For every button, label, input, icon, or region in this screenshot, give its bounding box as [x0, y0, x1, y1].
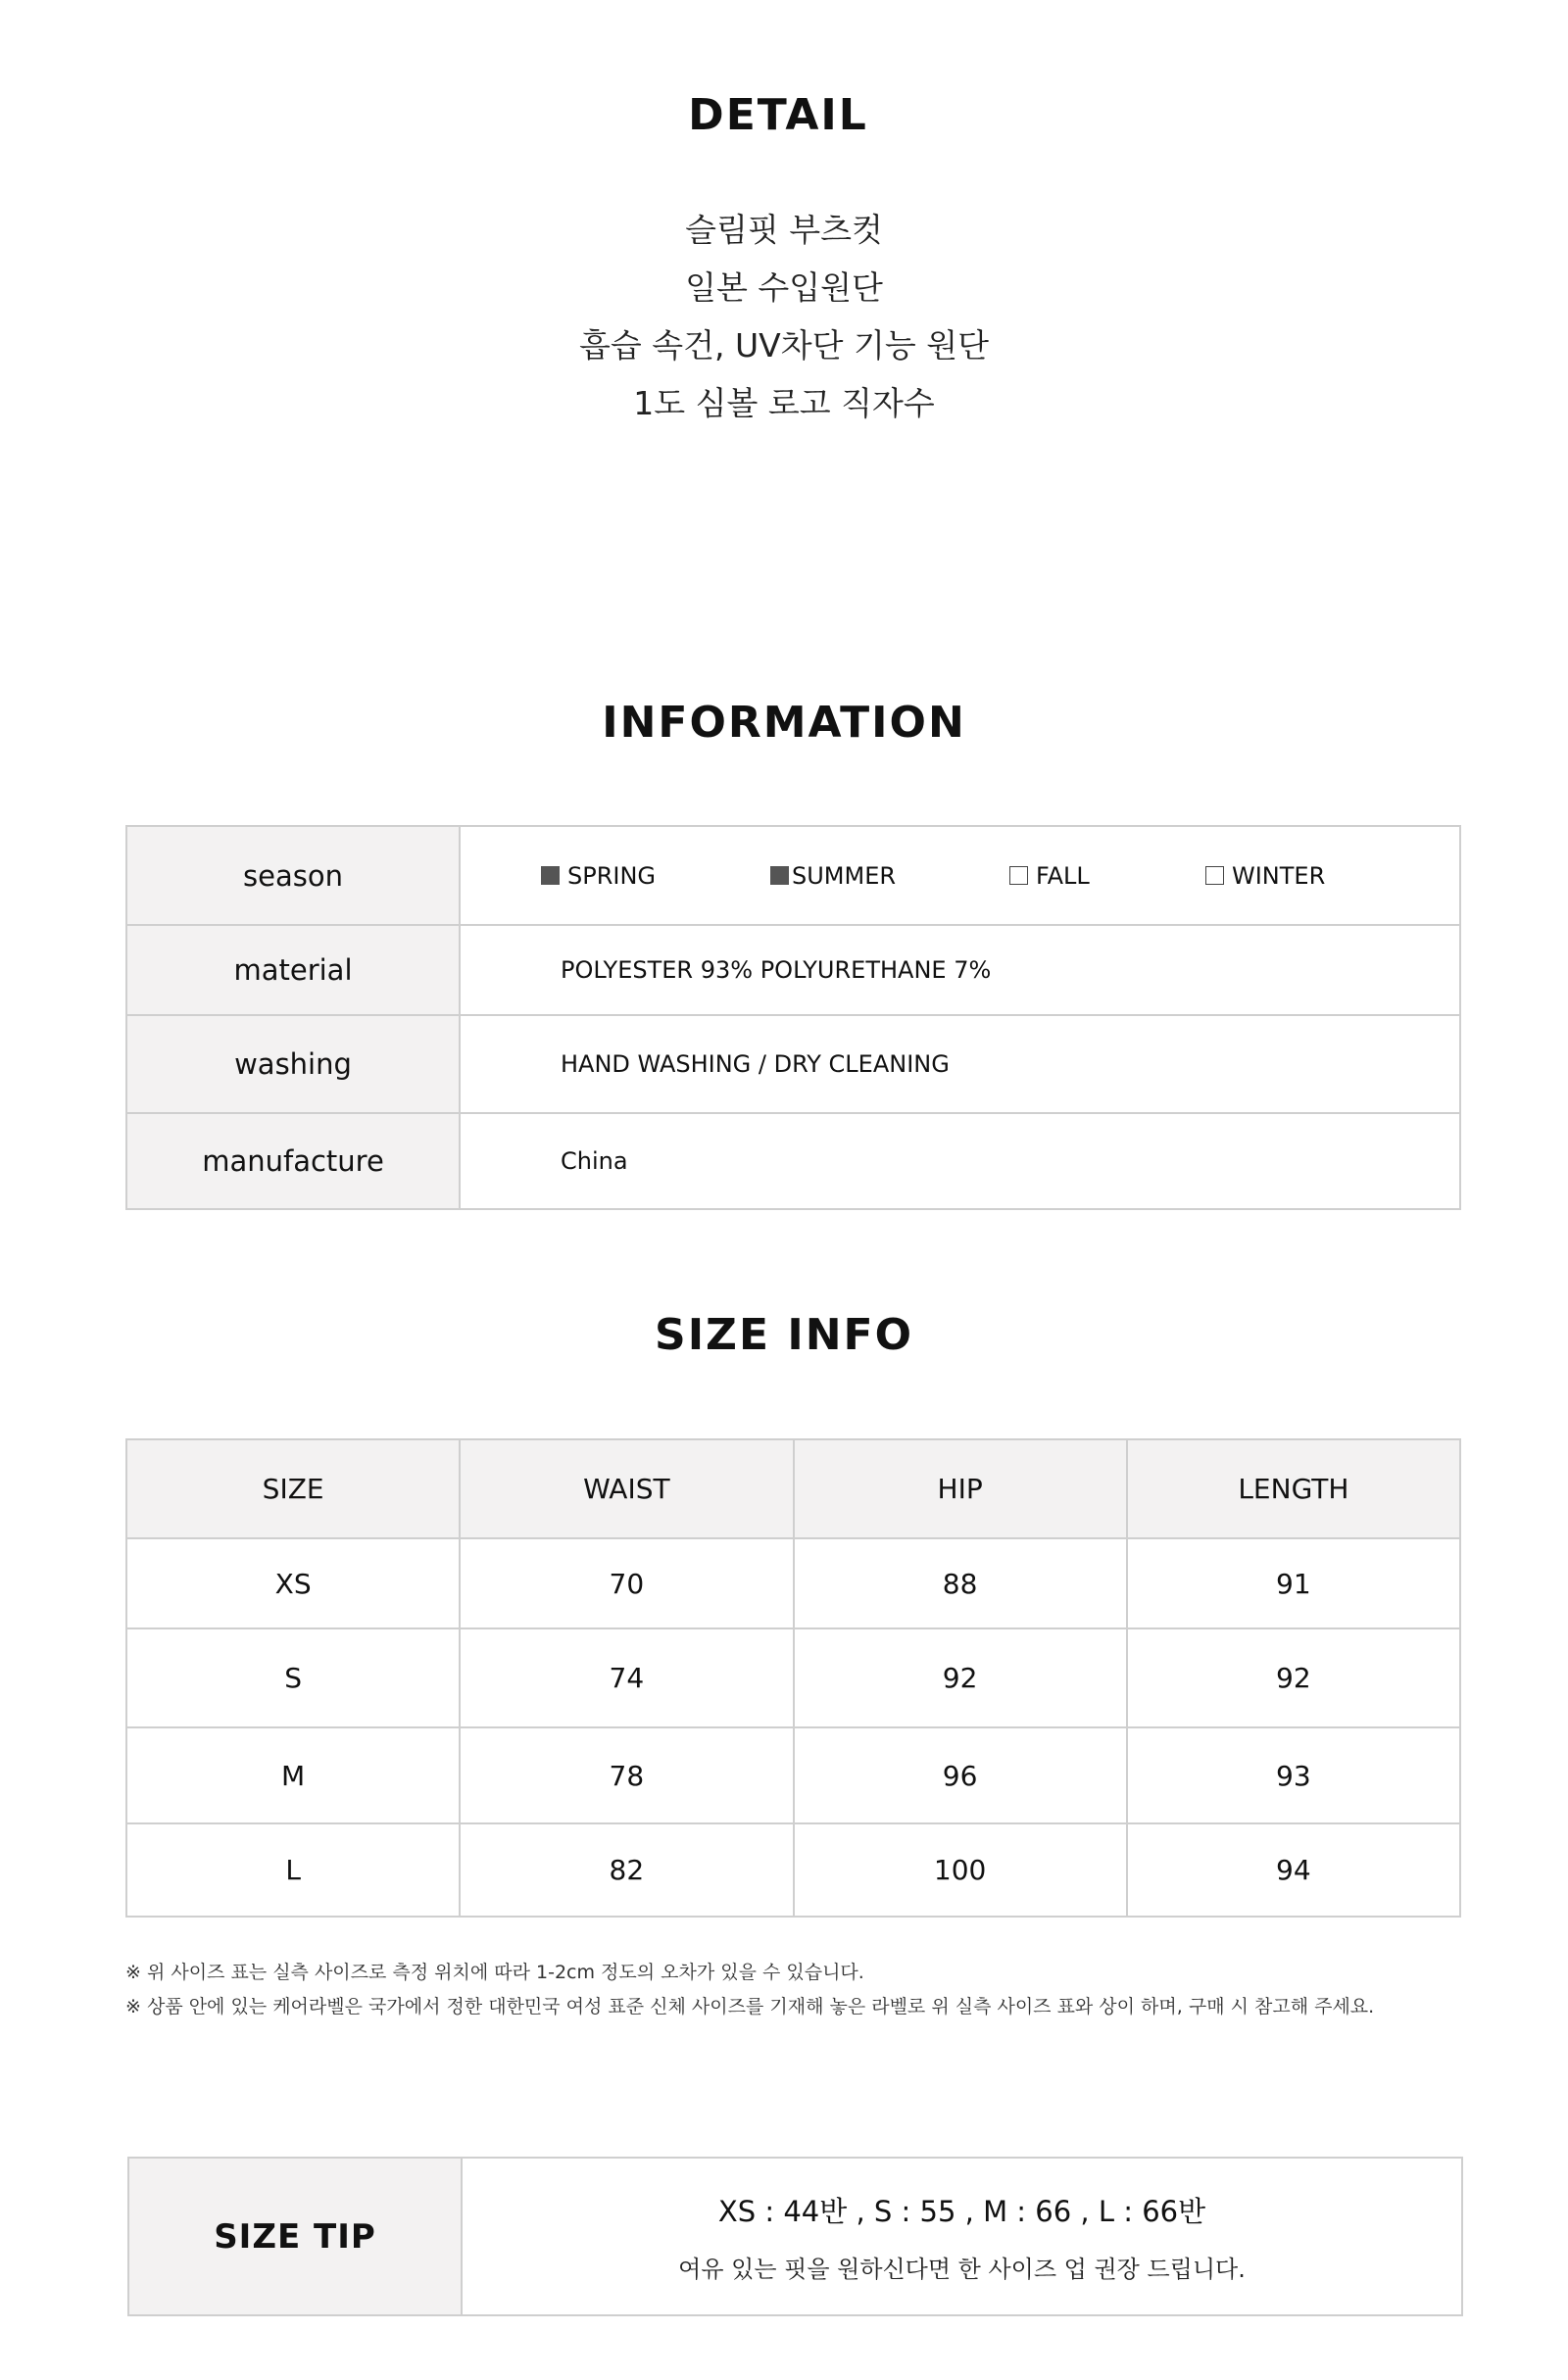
cell-waist: 74 [460, 1628, 793, 1727]
cell-size: S [126, 1628, 460, 1727]
info-row-material [126, 925, 1460, 1015]
detail-line: 흡습 속건, UV차단 기능 원단 [579, 326, 989, 364]
checked-box-icon [541, 866, 560, 885]
manufacture-value: China [460, 1113, 1460, 1209]
season-name: FALL [1036, 861, 1090, 890]
material-label: material [126, 925, 460, 1015]
table-row [126, 1727, 1460, 1823]
cell-waist: 82 [460, 1823, 793, 1917]
cell-length: 91 [1127, 1538, 1460, 1628]
size-note: ※ 상품 안에 있는 케어라벨은 국가에서 정한 대한민국 여성 표준 신체 사이즈를 기재해 놓은 라벨로 위 실측 사이즈 표와 상이 하며, 구매 시 참고해 주세요. [125, 1996, 1375, 2017]
information-table [125, 825, 1461, 1210]
header-size: SIZE [126, 1439, 460, 1538]
unchecked-box-icon [1009, 866, 1028, 885]
info-row-washing [126, 1015, 1460, 1113]
info-row-manufacture [126, 1113, 1460, 1209]
cell-hip: 100 [794, 1823, 1127, 1917]
header-hip: HIP [794, 1439, 1127, 1538]
size-tip-value [462, 2158, 1462, 2315]
detail-line: 일본 수입원단 [685, 268, 883, 307]
size-tip-table [127, 2157, 1463, 2316]
table-header-row [126, 1439, 1460, 1538]
detail-line: 슬림핏 부츠컷 [685, 211, 883, 249]
size-info-table [125, 1438, 1461, 1918]
season-name: WINTER [1232, 861, 1326, 890]
size-info-title: SIZE INFO [655, 1310, 913, 1360]
cell-length: 93 [1127, 1727, 1460, 1823]
season-fall [1009, 862, 1090, 890]
size-notes [125, 1956, 1374, 2024]
washing-label: washing [126, 1015, 460, 1113]
season-name: SPRING [567, 861, 657, 890]
cell-hip: 92 [794, 1628, 1127, 1727]
detail-title: DETAIL [688, 90, 868, 140]
detail-lines [0, 201, 1568, 432]
size-note: ※ 위 사이즈 표는 실측 사이즈로 측정 위치에 따라 1-2cm 정도의 오차가 있을 수 있습니다. [125, 1962, 864, 1983]
cell-size: XS [126, 1538, 460, 1628]
checked-box-icon [770, 866, 789, 885]
cell-hip: 96 [794, 1727, 1127, 1823]
size-tip-row [128, 2158, 1462, 2315]
size-tip-advice: 여유 있는 핏을 원하신다면 한 사이즈 업 권장 드립니다. [678, 2255, 1246, 2283]
size-tip-label: SIZE TIP [128, 2158, 462, 2315]
season-name: SUMMER [792, 861, 897, 890]
header-length: LENGTH [1127, 1439, 1460, 1538]
header-waist: WAIST [460, 1439, 793, 1538]
season-spring [541, 862, 656, 890]
cell-hip: 88 [794, 1538, 1127, 1628]
unchecked-box-icon [1205, 866, 1224, 885]
material-value: POLYESTER 93% POLYURETHANE 7% [460, 925, 1460, 1015]
information-title: INFORMATION [602, 698, 966, 748]
cell-size: M [126, 1727, 460, 1823]
season-winter [1205, 862, 1325, 890]
table-row [126, 1628, 1460, 1727]
cell-waist: 78 [460, 1727, 793, 1823]
table-row [126, 1538, 1460, 1628]
detail-line: 1도 심볼 로고 직자수 [633, 384, 935, 422]
manufacture-label: manufacture [126, 1113, 460, 1209]
cell-length: 94 [1127, 1823, 1460, 1917]
table-row [126, 1823, 1460, 1917]
season-checklist [561, 856, 1459, 896]
cell-size: L [126, 1823, 460, 1917]
season-value [460, 826, 1460, 925]
size-tip-mapping: XS : 44반 , S : 55 , M : 66 , L : 66반 [717, 2194, 1206, 2228]
cell-waist: 70 [460, 1538, 793, 1628]
info-row-season [126, 826, 1460, 925]
washing-value: HAND WASHING / DRY CLEANING [460, 1015, 1460, 1113]
season-summer [770, 862, 896, 890]
season-label: season [126, 826, 460, 925]
cell-length: 92 [1127, 1628, 1460, 1727]
